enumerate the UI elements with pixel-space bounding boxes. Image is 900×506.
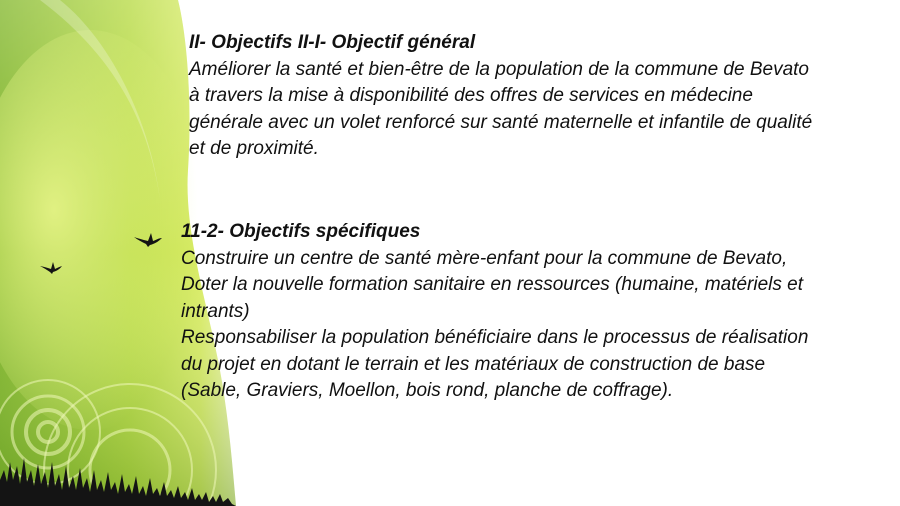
specific-objective-line: intrants)	[181, 300, 250, 322]
general-objective-line: à travers la mise à disponibilité des offres de services en médecine	[189, 85, 753, 106]
specific-objective-line: Doter la nouvelle formation sanitaire en ressources (humaine, matériels et	[181, 274, 804, 295]
specific-objective-line: Responsabiliser la population bénéficiaire dans le processus de réalisation	[181, 327, 809, 348]
specific-objective-line: du projet en dotant le terrain et les matériaux de construction de base	[181, 353, 766, 375]
specific-objective-line: Construire un centre de santé mère-enfant pour la commune de Bevato,	[181, 247, 788, 269]
general-objective-line: générale avec un volet renforcé sur santé maternelle et infantile de qualité	[189, 111, 813, 133]
general-objective-section	[189, 30, 879, 163]
specific-objectives-section	[181, 219, 871, 405]
general-objective-heading: II- Objectifs II-I- Objectif général	[189, 32, 476, 53]
general-objective-line: et de proximité.	[189, 138, 319, 159]
general-objective-line: Améliorer la santé et bien-être de la population de la commune de Bevato	[189, 58, 809, 80]
specific-objectives-heading: 11-2- Objectifs spécifiques	[181, 221, 421, 242]
specific-objective-line: (Sable, Graviers, Moellon, bois rond, planche de coffrage).	[181, 380, 674, 401]
